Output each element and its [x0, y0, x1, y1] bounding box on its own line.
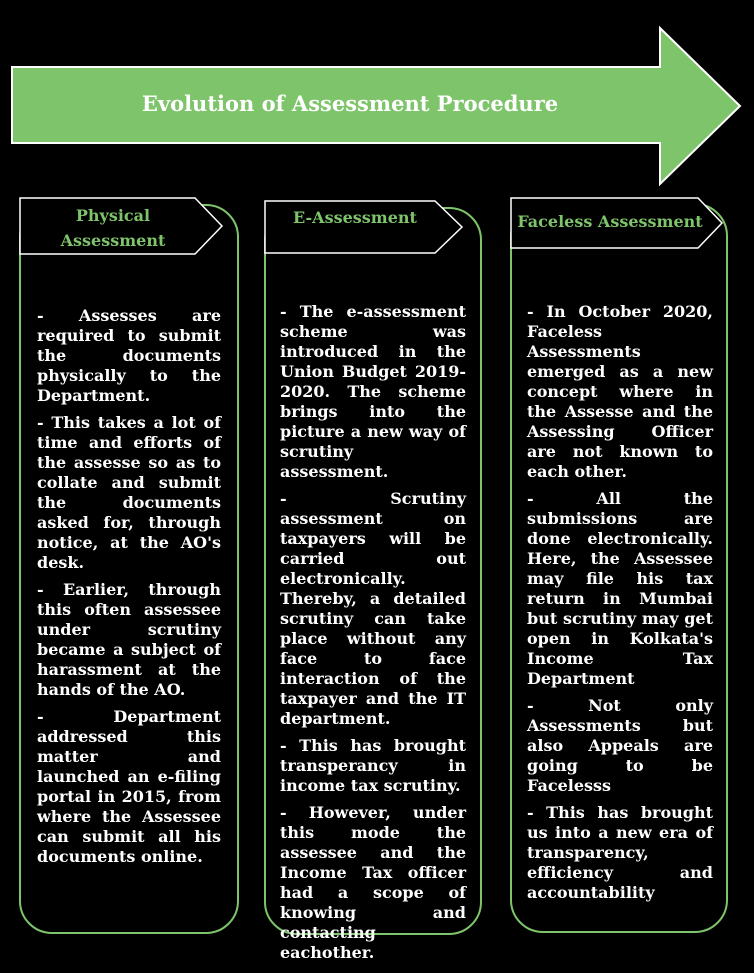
- list-item: - The e-assessment scheme was introduced in the Union Budget 2019-2020. The scheme brings into the picture a new way of scrutiny assessment.: [280, 302, 466, 481]
- list-item: - In October 2020, Faceless Assessments emerged as a new concept where in the Assesse and the Assessing Officer are not known to each other.: [527, 302, 713, 481]
- list-item: - Earlier, through this often assessee under scrutiny became a subject of harassment at the hands of the AO.: [37, 580, 221, 699]
- panel-faceless-title: Faceless Assessment: [517, 212, 703, 231]
- list-item: - Not only Assessments but also Appeals are going to be Facelesss: [527, 696, 713, 795]
- banner-title: Evolution of Assessment Procedure: [141, 91, 559, 116]
- list-item: - All the submissions are done electronically. Here, the Assessee may file his tax return in Mumbai but scrutiny may get open in Kolkata's Income Tax Department: [527, 489, 713, 688]
- list-item: - However, under this mode the assessee and the Income Tax officer had a scope of knowing and contacting eachother.: [280, 803, 466, 962]
- panel-eassessment-title: E-Assessment: [293, 208, 417, 227]
- list-item: - Department addressed this matter and launched an e-filing portal in 2015, from where the Assessee can submit all his documents online.: [37, 707, 221, 866]
- list-item: - This has brought transperancy in income tax scrutiny.: [280, 736, 466, 795]
- list-item: - Scrutiny assessment on taxpayers will be carried out electronically. Thereby, a detailed scrutiny can take place without any face to face interaction of the taxpayer and the IT department.: [280, 489, 466, 728]
- list-item: - This takes a lot of time and efforts of the assesse so as to collate and submit the documents asked for, through notice, at the AO's desk.: [37, 413, 221, 572]
- panel-physical-title: Physical Assessment: [60, 206, 166, 250]
- list-item: - Assesses are required to submit the documents physically to the Department.: [37, 306, 221, 405]
- list-item: - This has brought us into a new era of transparency, efficiency and accountability: [527, 803, 713, 902]
- panel-faceless-body: [527, 302, 713, 910]
